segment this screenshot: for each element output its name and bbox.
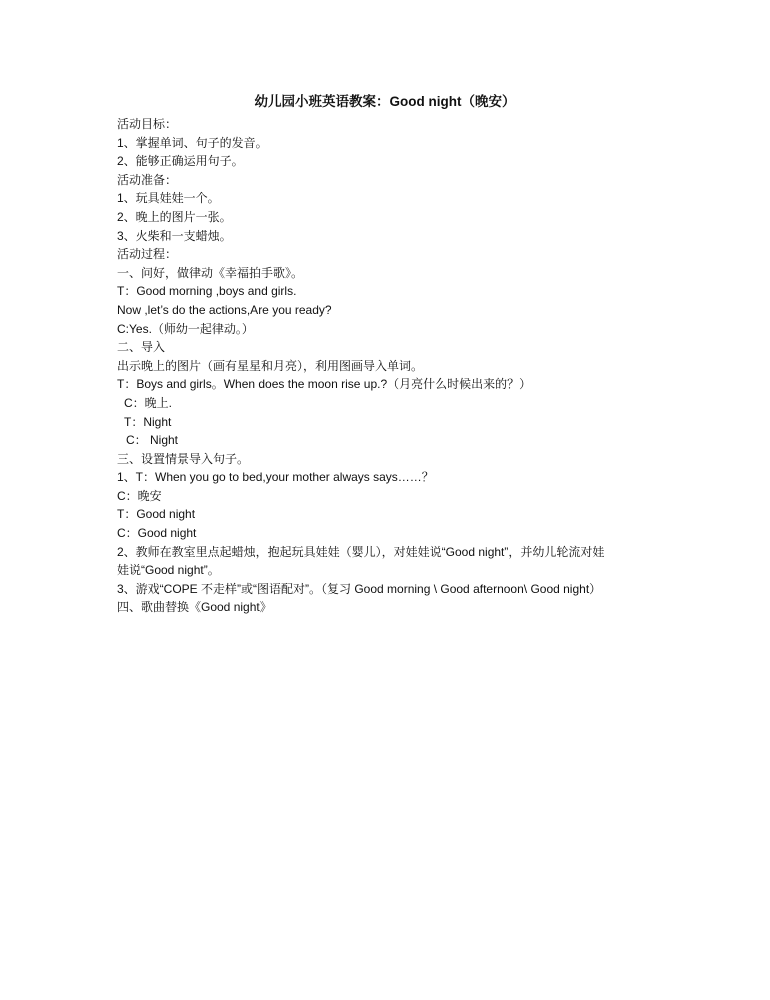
dialogue-line: C：晚安 [117,488,162,503]
dialogue-line: Now ,let’s do the actions,Are you ready? [117,302,332,317]
dialogue-line: C:Yes.（师幼一起律动。） [117,321,254,336]
process-text: 3、游戏“COPE 不走样”或“图语配对”。（复习 Good morning \ Good afternoon\ Good night） [117,581,602,596]
section-heading-goals: 活动目标： [117,117,178,131]
dialogue-line: 1、T：When you go to bed,your mother always says……？ [117,470,434,485]
document-title: 幼儿园小班英语教案：Good night（晚安） [254,94,516,109]
process-step-4: 四、歌曲替换《Good night》 [117,600,272,615]
preparation-item-2: 2、晚上的图片一张。 [117,209,232,224]
process-text: 出示晚上的图片（画有星星和月亮），利用图画导入单词。 [117,358,424,373]
dialogue-line: C： Night [126,433,179,448]
dialogue-line: C：晚上. [124,395,173,410]
dialogue-line: T：Night [124,414,172,429]
preparation-item-1: 1、玩具娃娃一个。 [117,191,220,206]
section-heading-preparation: 活动准备： [117,172,178,187]
dialogue-line: C：Good night [117,526,197,541]
goal-item-1: 1、掌握单词、句子的发音。 [117,135,268,150]
document-body [117,115,677,617]
goal-item-2: 2、能够正确运用句子。 [117,154,244,169]
preparation-item-3: 3、火柴和一支蜡烛。 [117,228,232,243]
process-step-3: 三、设置情景导入句子。 [117,451,250,466]
section-heading-process: 活动过程： [117,247,178,262]
process-step-1: 一、问好，做律动《幸福拍手歌》。 [117,265,304,280]
process-text: 娃说“Good night”。 [117,563,220,578]
process-text: 2、教师在教室里点起蜡烛，抱起玩具娃娃（婴儿），对娃娃说“Good night”，并幼儿轮流对娃 [117,544,605,559]
dialogue-line: T：Good morning ,boys and girls. [117,284,297,299]
dialogue-line: T：Boys and girls。When does the moon rise up.?（月亮什么时候出来的？） [117,377,532,392]
process-step-2: 二、导入 [117,340,166,355]
dialogue-line: T：Good night [117,507,196,522]
